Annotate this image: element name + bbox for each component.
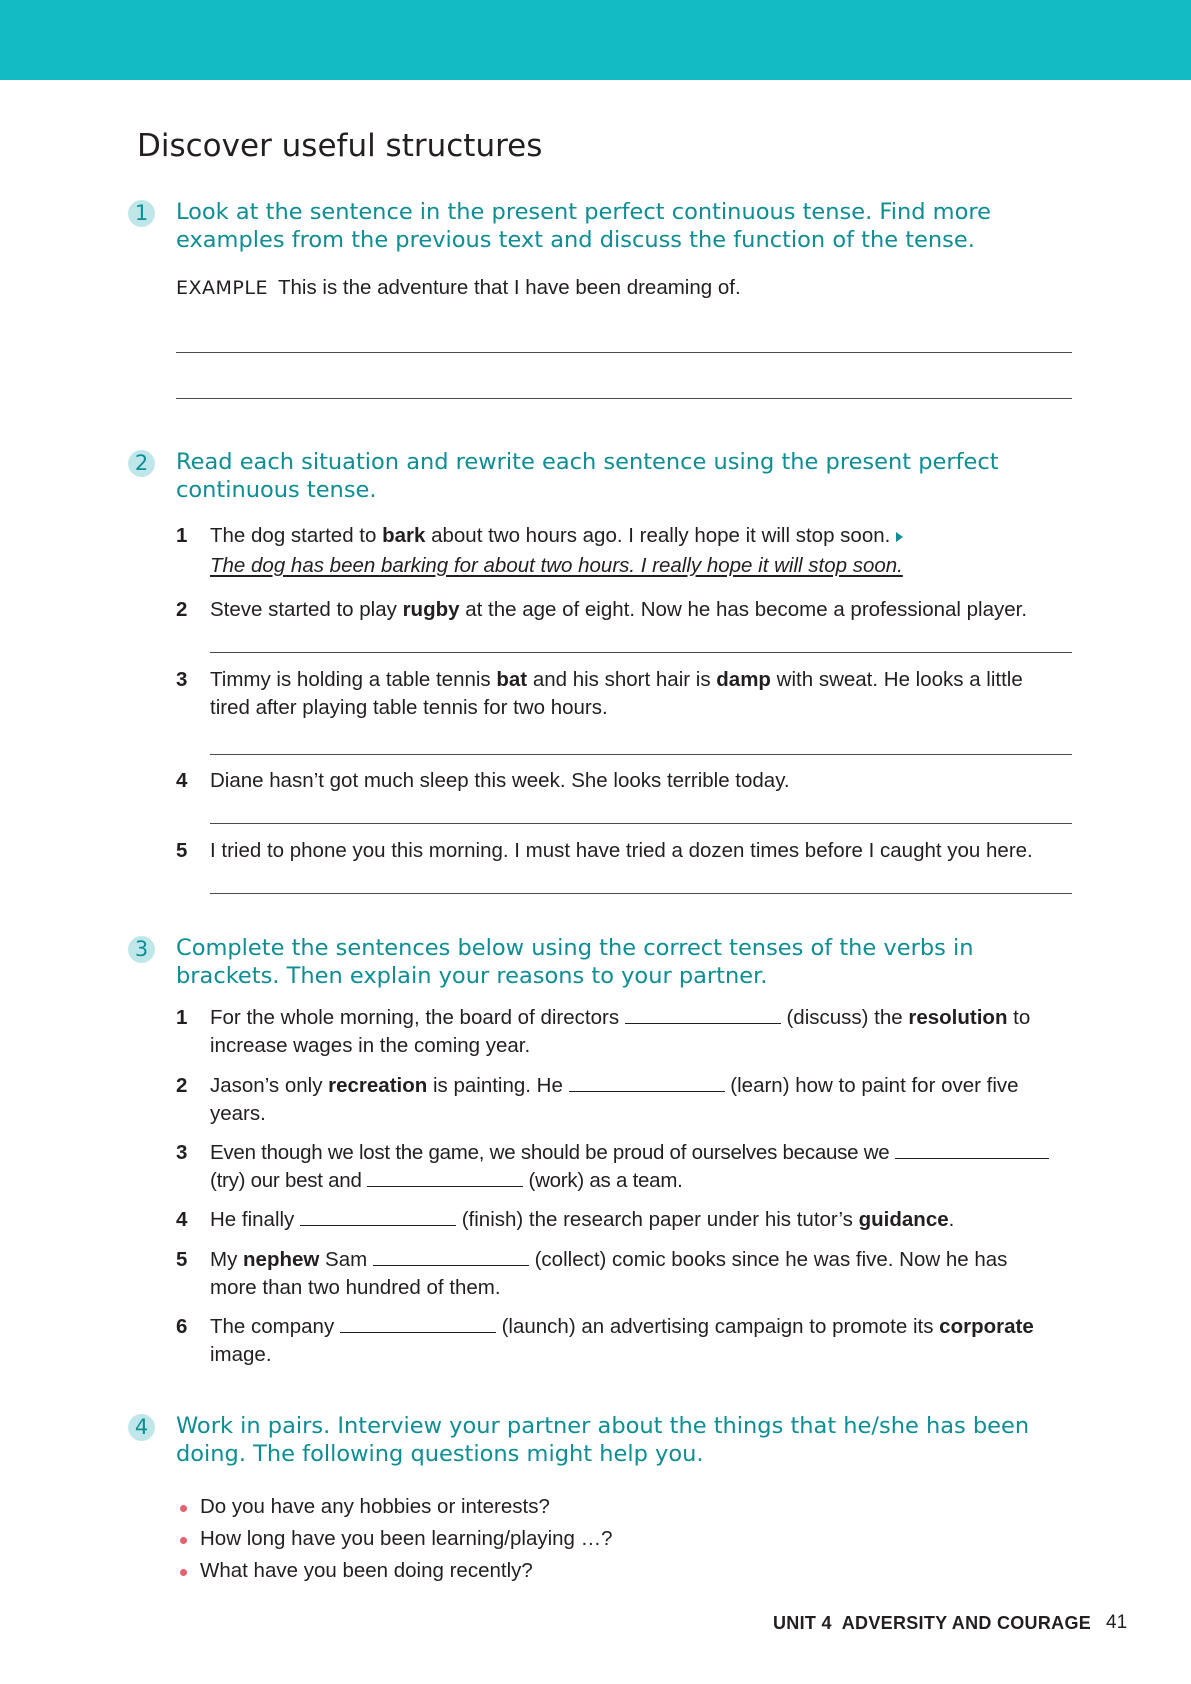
bullet-dot-icon (180, 1505, 187, 1512)
answer-line[interactable] (210, 893, 1072, 894)
bullet-dot-icon (180, 1537, 187, 1544)
example-text: This is the adventure that I have been dreaming of. (277, 276, 741, 299)
question-text: Work in pairs. Interview your partner about the things that he/she has been doing. The following questions might help you. (176, 1413, 1030, 1467)
sample-answer: The dog has been barking for about two hours. I really hope it will stop soon. (210, 554, 903, 577)
play-audio-icon[interactable] (896, 532, 903, 542)
answer-line[interactable] (176, 398, 1072, 399)
example-label: EXAMPLE (176, 277, 268, 299)
fill-blank[interactable] (569, 1073, 725, 1092)
fill-blank[interactable] (373, 1247, 529, 1266)
question-text: Read each situation and rewrite each sentence using the present perfect continuous tense. (176, 449, 999, 503)
fill-blank[interactable] (300, 1207, 456, 1226)
question-number: 1 (128, 200, 155, 227)
fill-blank[interactable] (367, 1168, 523, 1187)
answer-line[interactable] (210, 823, 1072, 824)
answer-line[interactable] (210, 754, 1072, 755)
fill-blank[interactable] (625, 1005, 781, 1024)
question-number: 3 (128, 936, 155, 963)
footer-unit-label: UNIT 4 ADVERSITY AND COURAGE (773, 1613, 1092, 1633)
fill-blank[interactable] (340, 1314, 496, 1333)
page-title: Discover useful structures (137, 128, 543, 164)
question-number: 4 (128, 1414, 155, 1441)
answer-line[interactable] (210, 652, 1072, 653)
example-line (176, 276, 741, 300)
question-number: 2 (128, 450, 155, 477)
question-text: Complete the sentences below using the correct tenses of the verbs in brackets. Then explain your reasons to your partner. (176, 935, 974, 989)
question-text: Look at the sentence in the present perfect continuous tense. Find more examples from the previous text and discuss the function of the tense. (176, 199, 991, 253)
page-number: 41 (1106, 1612, 1128, 1633)
answer-line[interactable] (176, 352, 1072, 353)
header-bar (0, 0, 1191, 80)
fill-blank[interactable] (895, 1140, 1049, 1159)
bullet-dot-icon (180, 1569, 187, 1576)
